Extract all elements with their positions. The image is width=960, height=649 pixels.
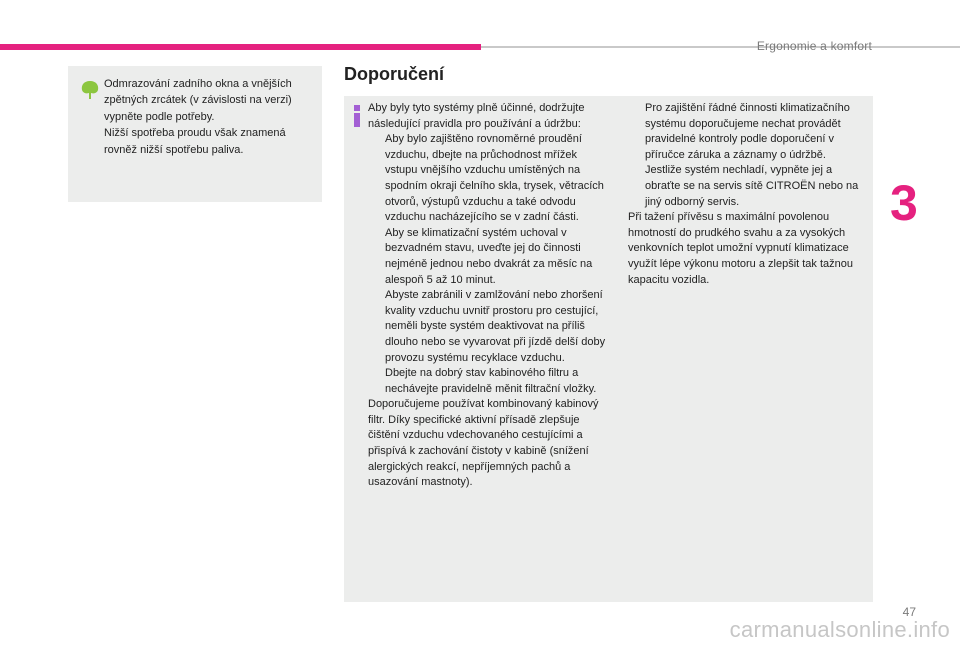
chapter-number: 3	[890, 175, 918, 231]
header-accent-bar	[0, 44, 481, 50]
eco-note-text	[104, 76, 316, 158]
recommendations-left-column	[368, 101, 610, 491]
outro-paragraph: Doporučujeme používat kombinovaný kabinový filtr. Díky specifické aktivní přísadě zlepšuje čištění vzduchu vdechovaného cestujícími a přispívá k zachování čistoty v kabině (snížení alergických reakcí, nepříjemných pachů a usazování mastnoty).	[368, 398, 599, 489]
watermark: carmanualsonline.info	[729, 617, 950, 642]
header-divider	[481, 46, 960, 48]
list-item-text: Pro zajištění řádné činnosti klimatizačního systému doporučujeme nechat provádět pravidelné kontroly podle doporučení v příručce záruka a záznamy o údržbě.	[645, 102, 850, 161]
recommendations-heading: Doporučení	[344, 64, 445, 84]
list-item-text: Aby bylo zajištěno rovnoměrné proudění vzduchu, dbejte na průchodnost mřížek vstupu vnějšího vzduchu umístěných na spodním okraji čelního skla, trysek, větracích otvorů, výstupů vzduchu a také odvodu vzduchu nacházejícího se v zadní části.	[385, 133, 604, 224]
list-item-text: Dbejte na dobrý stav kabinového filtru a nechávejte pravidelně měnit filtrační vložky.	[385, 367, 597, 395]
list-item	[368, 226, 610, 288]
list-item	[368, 288, 610, 366]
eco-note-box	[68, 66, 322, 202]
eco-note-line: Nižší spotřeba proudu však znamená rovněž nižší spotřebu paliva.	[104, 127, 286, 156]
list-item-text: Jestliže systém nechladí, vypněte jej a obraťte se na servis sítě CITROËN nebo na jiný odborný servis.	[645, 164, 859, 208]
recommendations-box	[344, 96, 873, 602]
list-item-text: Aby se klimatizační systém uchoval v bezvadném stavu, uveďte jej do činnosti nejméně jednou nebo dvakrát za měsíc na alespoň 5 až 10 minut.	[385, 226, 593, 286]
outro-paragraph: Při tažení přívěsu s maximální povolenou hmotností do prudkého svahu a za vysokých venkovních teplot umožní vypnutí klimatizace využít lépe výkonu motoru a zlepšit tak tažnou kapacitu vozidla.	[628, 211, 854, 286]
list-item	[368, 366, 610, 397]
intro-paragraph: Aby byly tyto systémy plně účinné, dodržujte následující pravidla pro používání a údržbu:	[368, 102, 585, 130]
eco-leaf-icon	[80, 80, 100, 100]
eco-note-line: Odmrazování zadního okna a vnějších zpětných zrcátek (v závislosti na verzi) vypněte podle potřeby.	[104, 78, 292, 123]
list-item-text: Abyste zabránili v zamlžování nebo zhoršení kvality vzduchu uvnitř prostoru pro cestující, neměli byste systém deaktivovat na příliš dlouho nebo se vyvarovat při jízdě delší doby provozu systému recyklace vzduchu.	[385, 289, 606, 364]
list-item	[628, 101, 868, 163]
page-number: 47	[902, 605, 916, 619]
recommendations-right-column	[628, 101, 868, 288]
info-icon	[351, 105, 363, 127]
list-item	[628, 163, 868, 210]
section-title: Ergonomie a komfort	[756, 39, 872, 53]
list-item	[368, 132, 610, 226]
